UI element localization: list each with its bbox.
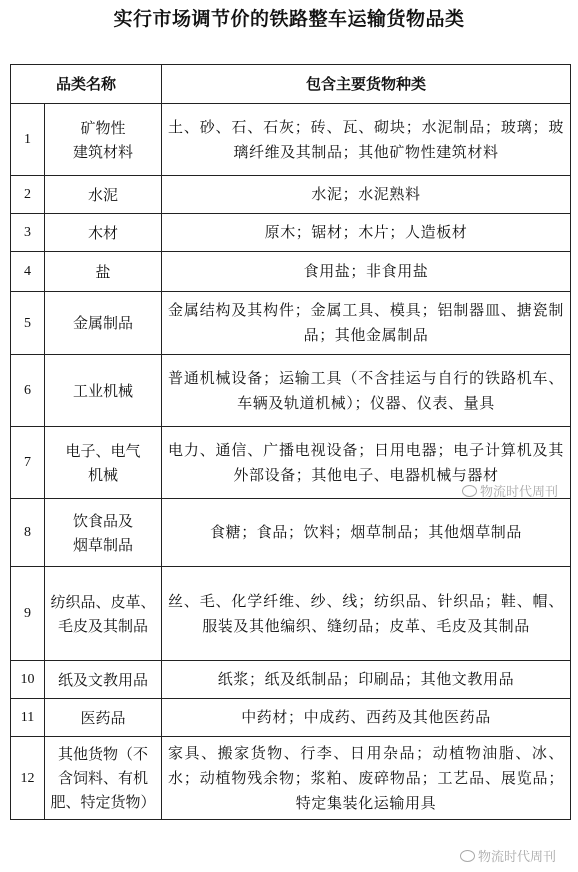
row-number: 12 <box>11 737 45 820</box>
table-row <box>11 292 571 355</box>
row-number: 3 <box>11 214 45 252</box>
category-name: 纸及文教用品 <box>45 661 162 699</box>
table-row <box>11 661 571 699</box>
goods-types: 原木；锯材；木片；人造板材 <box>162 214 571 252</box>
row-number: 9 <box>11 567 45 661</box>
table-row <box>11 699 571 737</box>
category-name: 电子、电气 机械 <box>45 427 162 499</box>
goods-types: 食用盐；非食用盐 <box>162 252 571 292</box>
table-row <box>11 567 571 661</box>
goods-types: 食糖；食品；饮料；烟草制品；其他烟草制品 <box>162 499 571 567</box>
goods-types: 家具、搬家货物、行李、日用杂品；动植物油脂、冰、水；动植物残余物；浆粕、废碎物品；工艺品、展览品；特定集装化运输用具 <box>162 737 571 820</box>
row-number: 6 <box>11 355 45 427</box>
category-name: 盐 <box>45 252 162 292</box>
row-number: 4 <box>11 252 45 292</box>
watermark-text: 物流时代周刊 <box>480 485 559 500</box>
goods-types: 中药材；中成药、西药及其他医药品 <box>162 699 571 737</box>
goods-types: 纸浆；纸及纸制品；印刷品；其他文教用品 <box>162 661 571 699</box>
row-number: 11 <box>11 699 45 737</box>
watermark <box>460 846 556 865</box>
watermark <box>462 481 558 500</box>
table-row <box>11 355 571 427</box>
watermark-text: 物流时代周刊 <box>478 850 557 865</box>
page-title: 实行市场调节价的铁路整车运输货物品类 <box>113 8 465 30</box>
category-name: 纺织品、皮革、 毛皮及其制品 <box>45 567 162 661</box>
category-name: 木材 <box>45 214 162 252</box>
row-number: 7 <box>11 427 45 499</box>
category-name: 工业机械 <box>45 355 162 427</box>
wechat-icon <box>460 850 475 862</box>
table-header-row <box>11 65 571 104</box>
table-row <box>11 176 571 214</box>
header-category-name: 品类名称 <box>11 65 162 104</box>
category-name: 水泥 <box>45 176 162 214</box>
goods-types: 土、砂、石、石灰；砖、瓦、砌块；水泥制品；玻璃；玻璃纤维及其制品；其他矿物性建筑材料 <box>162 104 571 176</box>
goods-category-table <box>10 64 571 820</box>
table-row <box>11 252 571 292</box>
row-number: 1 <box>11 104 45 176</box>
wechat-icon <box>462 485 477 497</box>
header-goods-types: 包含主要货物种类 <box>162 65 571 104</box>
table-row <box>11 104 571 176</box>
table-row <box>11 499 571 567</box>
table-row <box>11 737 571 820</box>
category-name: 饮食品及 烟草制品 <box>45 499 162 567</box>
row-number: 10 <box>11 661 45 699</box>
category-name: 矿物性 建筑材料 <box>45 104 162 176</box>
goods-types: 普通机械设备；运输工具（不含挂运与自行的铁路机车、车辆及轨道机械）；仪器、仪表、量具 <box>162 355 571 427</box>
row-number: 8 <box>11 499 45 567</box>
row-number: 5 <box>11 292 45 355</box>
goods-types: 金属结构及其构件；金属工具、模具；铝制器皿、搪瓷制品；其他金属制品 <box>162 292 571 355</box>
table-row <box>11 214 571 252</box>
category-name: 其他货物（不 含饲料、有机 肥、特定货物） <box>45 737 162 820</box>
row-number: 2 <box>11 176 45 214</box>
goods-types: 水泥；水泥熟料 <box>162 176 571 214</box>
goods-types: 电力、通信、广播电视设备；日用电器；电子计算机及其外部设备；其他电子、电器机械与器材 <box>162 427 571 499</box>
goods-types: 丝、毛、化学纤维、纱、线；纺织品、针织品；鞋、帽、服装及其他编织、缝纫品；皮革、毛皮及其制品 <box>162 567 571 661</box>
category-name: 金属制品 <box>45 292 162 355</box>
category-name: 医药品 <box>45 699 162 737</box>
